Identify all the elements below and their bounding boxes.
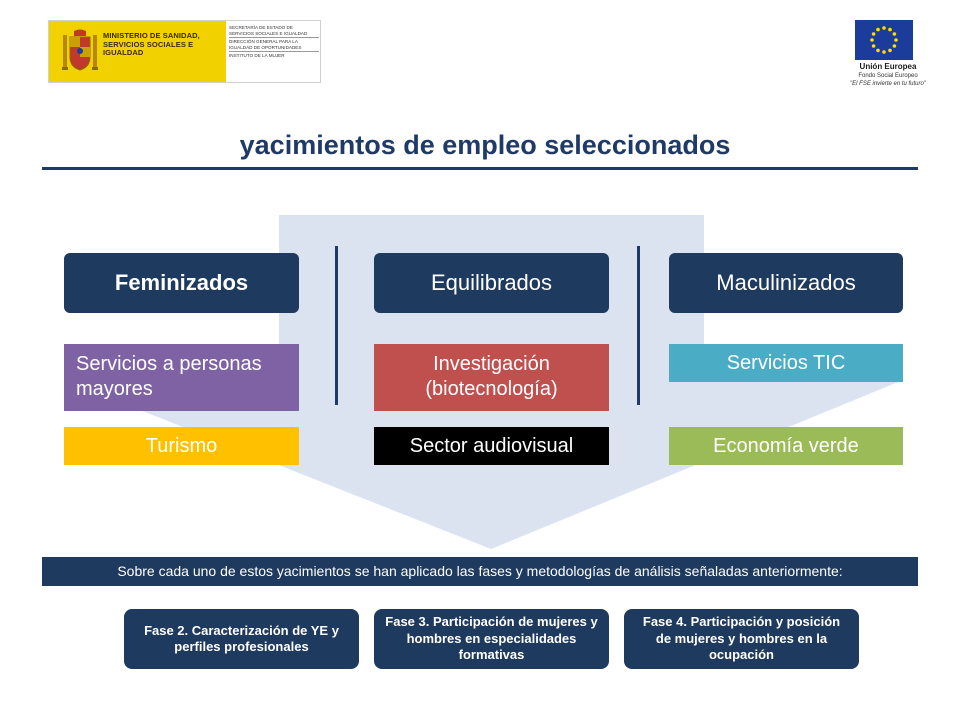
eu-logo [842,20,934,92]
phase-4-box: Fase 4. Participación y posición de mujeres y hombres en la ocupación [624,609,859,669]
sector-turismo: Turismo [64,427,299,465]
direccion-label: DIRECCIÓN GENERAL PARA LA IGUALDAD DE OPORTUNIDADES [229,39,302,50]
instituto-label: INSTITUTO DE LA MUJER [229,53,285,59]
eu-title: Unión Europea [859,62,917,71]
sector-investigacion: Investigación (biotecnología) [374,344,609,411]
column-divider [335,246,338,405]
ministry-name: MINISTERIO DE SANIDAD, SERVICIOS SOCIALES E IGUALDAD [103,31,200,57]
sector-servicios-tic: Servicios TIC [669,344,903,382]
page-title: yacimientos de empleo seleccionados [239,130,731,160]
phase-2-box: Fase 2. Caracterización de YE y perfiles profesionales [124,609,359,669]
spain-coat-of-arms-icon [61,29,99,75]
eu-fund: Fondo Social Europeo [858,73,918,79]
sector-economia-verde: Economía verde [669,427,903,465]
ministry-logo [48,20,321,83]
phase-3-box: Fase 3. Participación de mujeres y hombres en especialidades formativas [374,609,609,669]
eu-motto: "El FSE invierte en tu futuro" [850,81,926,87]
header-equilibrados: Equilibrados [374,253,609,313]
eu-flag-icon [855,20,913,60]
header-feminizados: Feminizados [64,253,299,313]
sector-servicios-personas-mayores: Servicios a personas mayores [64,344,299,411]
title-underline [42,167,918,170]
secretaria-label: SECRETARÍA DE ESTADO DE SERVICIOS SOCIALES E IGUALDAD [229,25,308,36]
header-masculinizados: Maculinizados [669,253,903,313]
methodology-banner: Sobre cada uno de estos yacimientos se han aplicado las fases y metodologías de análisis señaladas anteriormente: [42,557,918,586]
divider [229,51,319,52]
sector-audiovisual: Sector audiovisual [374,427,609,465]
ministry-departments [229,25,319,59]
column-divider [637,246,640,405]
